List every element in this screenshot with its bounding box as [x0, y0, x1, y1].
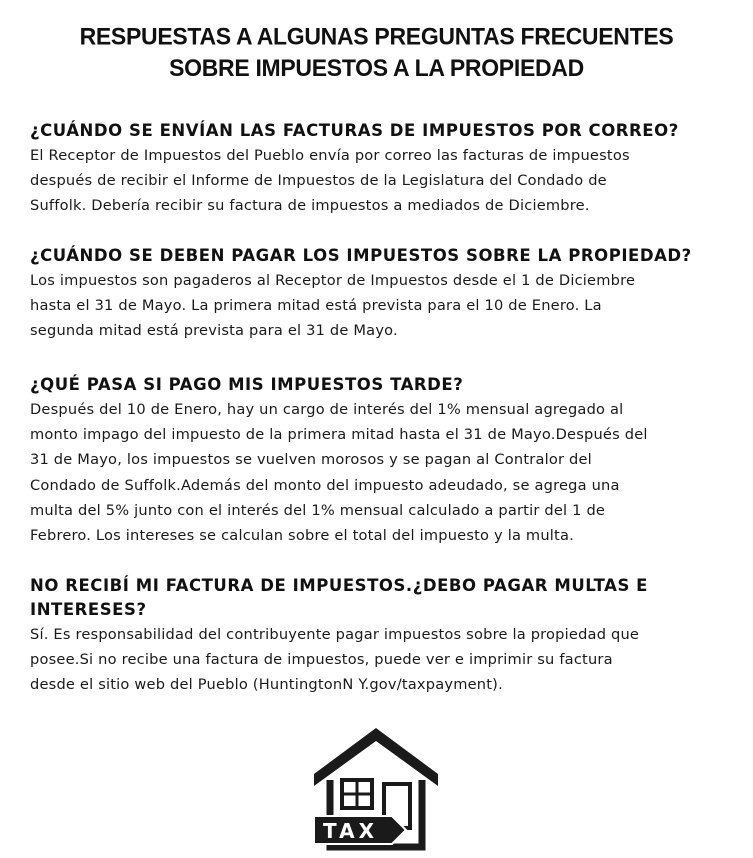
faq-question [30, 119, 730, 143]
answer-line: desde el sitio web del Pueblo (HuntingtonN Y.gov/taxpayment). [30, 676, 503, 694]
answer-line: hasta el 31 de Mayo. La primera mitad está prevista para el 10 de Enero. La [30, 297, 602, 315]
answer-line: Después del 10 de Enero, hay un cargo de interés del 1% mensual agregado al [30, 401, 624, 418]
question-line: ¿QUÉ PASA SI PAGO MIS IMPUESTOS TARDE? [30, 375, 464, 394]
answer-line: Suffolk. Debería recibir su factura de impuestos a mediados de Diciembre. [30, 197, 590, 215]
title-line-2: SOBRE IMPUESTOS A LA PROPIEDAD [169, 54, 584, 82]
faq-question [30, 574, 730, 622]
title-line-1: RESPUESTAS A ALGUNAS PREGUNTAS FRECUENTES [79, 22, 674, 50]
roof-shape [314, 728, 438, 786]
answer-line: posee.Si no recibe una factura de impuestos, puede ver e imprimir su factura [30, 651, 613, 669]
answer-line: multa del 5% junto con el interés del 1% mensual calculado a partir del 1 de [30, 501, 606, 519]
faq-section-due-dates [30, 244, 730, 344]
faq-answer [30, 268, 730, 344]
faq-question [30, 373, 730, 397]
faq-answer [30, 397, 730, 548]
faq-section-no-bill [30, 574, 730, 698]
faq-section-mail-bills [30, 119, 730, 219]
tax-label: TAX [323, 819, 378, 843]
answer-line: Febrero. Los intereses se calculan sobre el total del impuesto y la multa. [30, 527, 574, 545]
faq-question [30, 244, 730, 268]
answer-line: Sí. Es responsabilidad del contribuyente pagar impuestos sobre la propiedad que [30, 626, 640, 643]
answer-line: monto impago del impuesto de la primera mitad hasta el 31 de Mayo.Después del [30, 426, 648, 444]
answer-line: El Receptor de Impuestos del Pueblo envía por correo las facturas de impuestos [30, 147, 630, 164]
answer-line: Condado de Suffolk.Además del monto del impuesto adeudado, se agrega una [30, 476, 620, 494]
page-title [0, 21, 753, 84]
faq-section-late-payment [30, 373, 730, 548]
answer-line: Los impuestos son pagaderos al Receptor de Impuestos desde el 1 de Diciembre [30, 272, 636, 289]
answer-line: segunda mitad está prevista para el 31 de Mayo. [30, 322, 398, 340]
answer-line: 31 de Mayo, los impuestos se vuelven morosos y se pagan al Contralor del [30, 451, 592, 469]
house-tax-icon [306, 722, 446, 854]
question-line: INTERESES? [30, 600, 147, 619]
answer-line: después de recibir el Informe de Impuestos de la Legislatura del Condado de [30, 172, 607, 190]
faq-answer [30, 143, 730, 219]
question-line: ¿CUÁNDO SE ENVÍAN LAS FACTURAS DE IMPUESTOS POR CORREO? [30, 121, 679, 140]
question-line: ¿CUÁNDO SE DEBEN PAGAR LOS IMPUESTOS SOBRE LA PROPIEDAD? [30, 246, 692, 265]
faq-answer [30, 622, 730, 698]
question-line: NO RECIBÍ MI FACTURA DE IMPUESTOS.¿DEBO PAGAR MULTAS E [30, 576, 648, 595]
